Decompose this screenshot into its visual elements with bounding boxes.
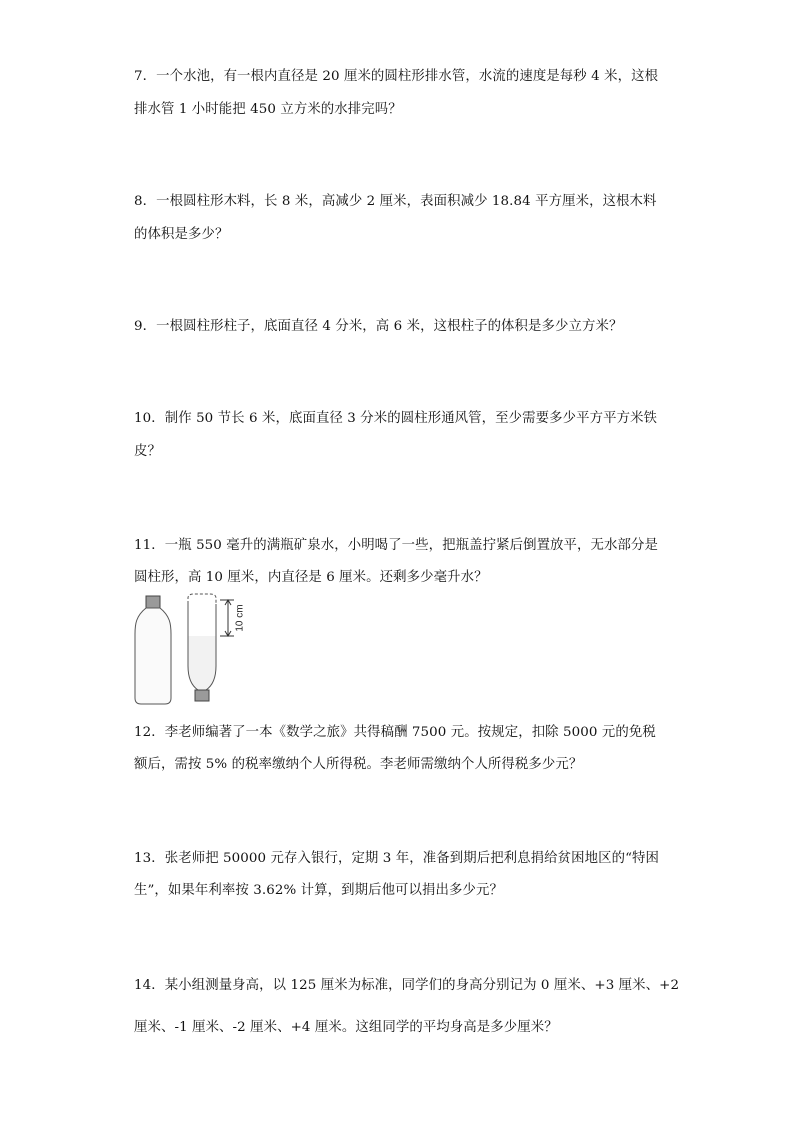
question-7-line-1: 7．一个水池，有一根内直径是 20 厘米的圆柱形排水管，水流的速度是每秒 4 米，这根 [134, 69, 659, 84]
question-10-line-2: 皮？ [134, 444, 161, 459]
question-10-line-1: 10．制作 50 节长 6 米，底面直径 3 分米的圆柱形通风管，至少需要多少平方平方米铁 [134, 411, 658, 426]
question-7-line-2: 排水管 1 小时能把 450 立方米的水排完吗？ [134, 102, 402, 117]
question-11-line-1: 11．一瓶 550 毫升的满瓶矿泉水，小明喝了一些，把瓶盖拧紧后倒置放平，无水部分是 [134, 538, 658, 553]
question-8-line-1: 8．一根圆柱形木料，长 8 米，高减少 2 厘米，表面积减少 18.84 平方厘米，这根木料 [134, 194, 657, 209]
question-13-line-1: 13．张老师把 50000 元存入银行，定期 3 年，准备到期后把利息捐给贫困地区的“特困 [134, 851, 660, 866]
dimension-label: 10 cm [234, 604, 246, 632]
dimension-marker [220, 600, 234, 636]
question-13-line-2: 生”，如果年利率按 3.62% 计算，到期后他可以捐出多少元？ [134, 883, 503, 898]
bottle-figure [128, 590, 258, 715]
bottle-diagram [128, 590, 258, 715]
inverted-bottle [188, 594, 216, 701]
question-12-line-2: 额后，需按 5% 的税率缴纳个人所得税。李老师需缴纳个人所得税多少元？ [134, 757, 583, 772]
question-8-line-2: 的体积是多少？ [134, 227, 229, 242]
upright-bottle [135, 596, 171, 704]
question-14-line-1: 14．某小组测量身高，以 125 厘米为标准，同学们的身高分别记为 0 厘米、+3 厘米、+2 [134, 978, 680, 993]
question-14-line-2: 厘米、-1 厘米、-2 厘米、+4 厘米。这组同学的平均身高是多少厘米？ [134, 1020, 558, 1035]
question-9-line-1: 9．一根圆柱形柱子，底面直径 4 分米，高 6 米，这根柱子的体积是多少立方米？ [134, 319, 623, 334]
question-12-line-1: 12．李老师编著了一本《数学之旅》共得稿酬 7500 元。按规定，扣除 5000 元的免税 [134, 725, 656, 740]
question-11-line-2: 圆柱形，高 10 厘米，内直径是 6 厘米。还剩多少毫升水？ [134, 570, 488, 585]
